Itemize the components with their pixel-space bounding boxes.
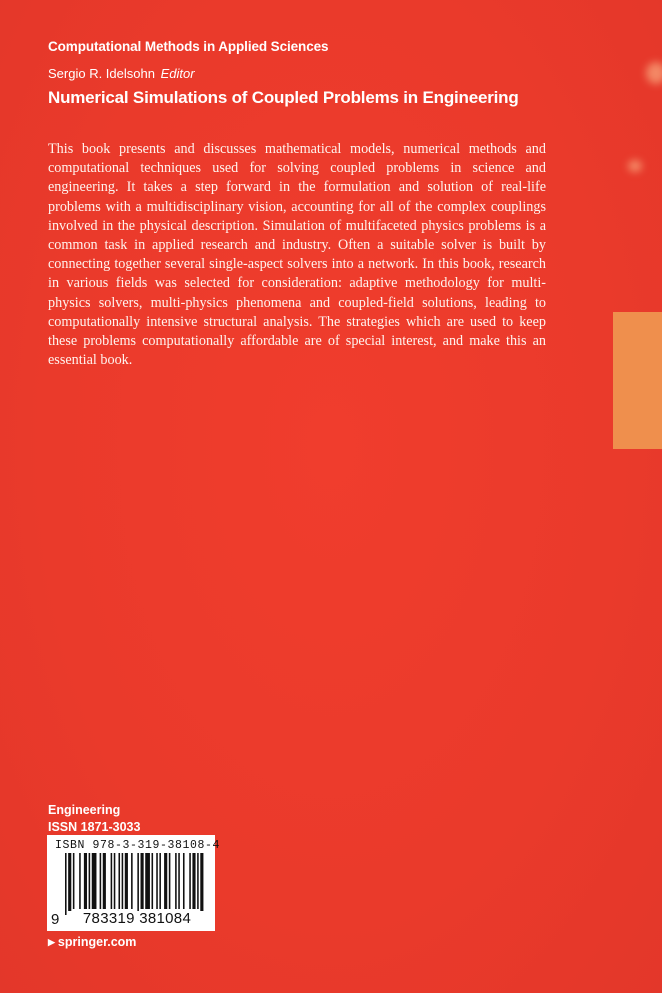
barcode-bar [65,853,67,915]
barcode-bar [200,853,203,915]
publisher-url: springer.com [57,935,137,949]
series-title: Computational Methods in Applied Sciences [48,39,329,54]
barcode-bar [125,853,128,909]
book-title: Numerical Simulations of Coupled Problems in Engineering [48,88,519,107]
barcode-bar [92,853,97,909]
subject-label: Engineering [48,803,121,817]
ean-first-digit: 9 [51,911,60,928]
light-glow [628,160,642,172]
editor-name: Sergio R. Idelsohn [48,66,155,81]
issn-label: ISSN 1871-3033 [48,820,141,834]
barcode-bar [118,853,120,909]
barcode-bar [159,853,161,909]
light-glow [646,62,662,84]
side-color-tab [613,312,662,449]
barcode-bar [103,853,106,909]
barcode-bar [73,853,75,909]
barcode-bar [131,853,133,909]
barcode-bar [156,853,158,909]
barcode-bar [111,853,113,909]
barcode-bar [164,853,167,909]
barcode-bar [122,853,124,909]
barcode-bar [114,853,116,909]
barcode-bar [192,853,195,909]
triangle-right-icon: ▶ [48,937,55,947]
barcode-bar [137,853,139,915]
barcode-bar [100,853,102,909]
barcode-bar [145,853,150,909]
ean-digits: 783319 381084 [67,911,207,927]
publisher-link[interactable] [48,935,136,949]
barcode-bar [183,853,185,909]
barcode-bar [84,853,87,909]
barcode-bar [178,853,180,909]
barcode-bar [189,853,191,909]
isbn-barcode [47,835,221,931]
barcode-bar [89,853,91,909]
barcode-bar [152,853,154,909]
barcode-bar [169,853,171,909]
barcode-bar [197,853,199,909]
barcode-bar [141,853,144,909]
barcode-bar [175,853,177,909]
book-description: This book presents and discusses mathematical models, numerical methods and computational techniques used for solving coupled problems in science and engineering. It takes a step forward in the formulation and solution of real-life problems with a multidisciplinary vision, accounting for all of the complex couplings involved in the physical description. Simulation of multifaceted physics problems is a common task in applied research and industry. Often a suitable solver is built by connecting together several single-aspect solvers into a network. In this book, research in various fields was selected for consideration: adaptive methodology for multi-physics solvers, multi-physics phenomena and coupled-field solutions, leading to computationally intensive structural analysis. The strategies which are used to keep these problems computationally affordable are of special interest, and make this an essential book. [48,141,546,369]
editor-line [48,66,195,81]
barcode-bars [65,853,205,915]
isbn-text: ISBN 978-3-319-38108-4 [55,839,221,852]
barcode-bar [79,853,81,909]
barcode-bar [68,853,71,915]
editor-role: Editor [160,66,195,81]
